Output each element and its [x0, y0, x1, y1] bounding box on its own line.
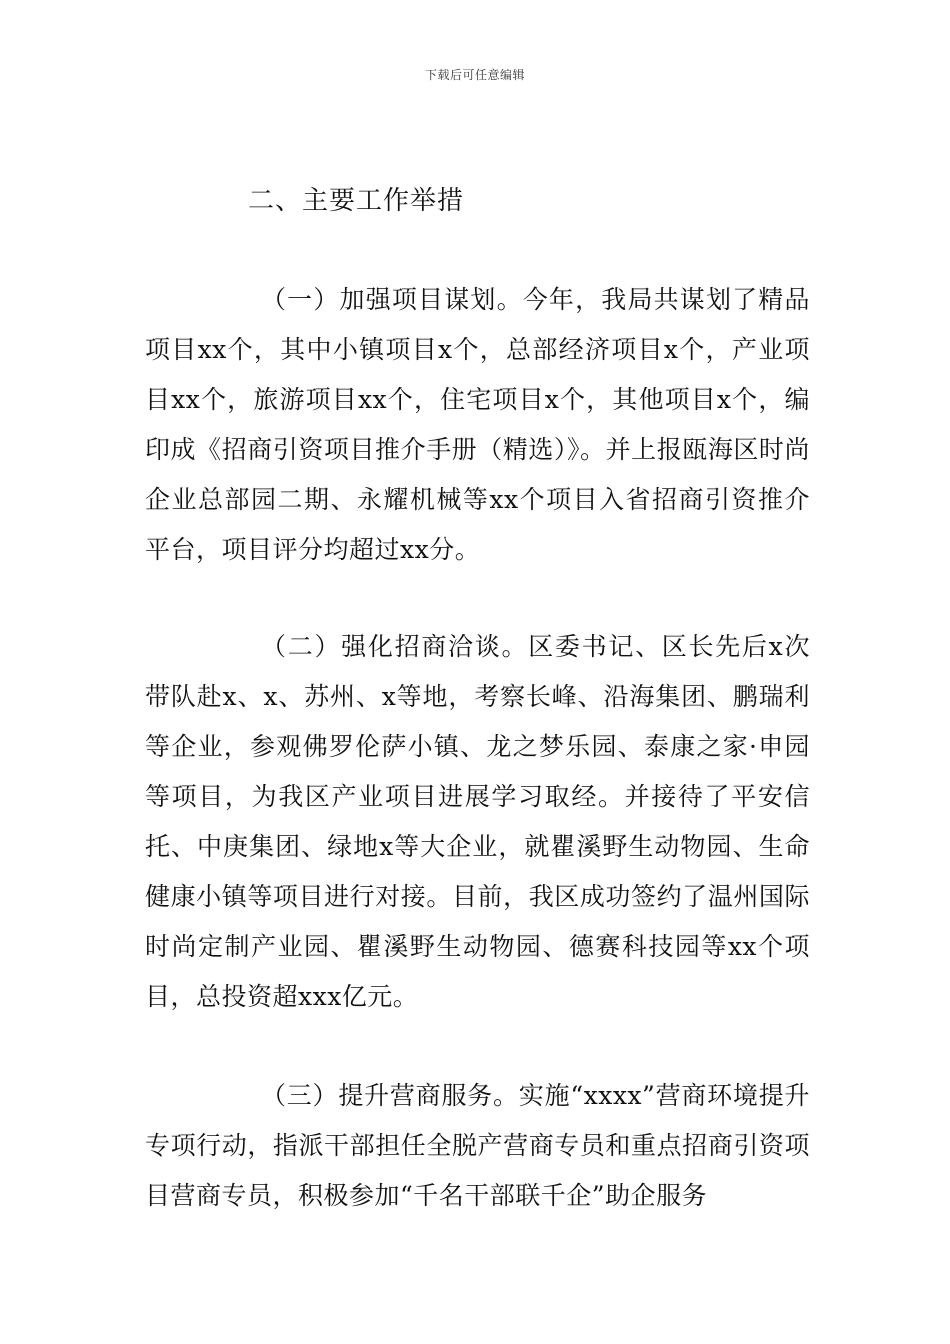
paragraph-project-planning: （一）加强项目谋划。今年，我局共谋划了精品项目xx个，其中小镇项目x个，总部经济项目x个，产业项目xx个，旅游项目xx个，住宅项目x个，其他项目x个，编印成《招商引资项目推介手册（精选）》。并上报瓯海区时尚企业总部园二期、永耀机械等xx个项目入省招商引资推介平台，项目评分均超过xx分。 [145, 285, 810, 564]
paragraph-investment-negotiation: （二）强化招商洽谈。区委书记、区长先后x次带队赴x、x、苏州、x等地，考察长峰、沿海集团、鹏瑞利等企业，参观佛罗伦萨小镇、龙之梦乐园、泰康之家·申园等项目，为我区产业项目进展学习取经。并接待了平安信托、中庚集团、绿地x等大企业，就瞿溪野生动物园、生命健康小镇等项目进行对接。目前，我区成功签约了温州国际时尚定制产业园、瞿溪野生动物园、德赛科技园等xx个项目，总投资超xxx亿元。 [145, 632, 810, 1011]
paragraph-business-service: （三）提升营商服务。实施“xxxx”营商环境提升专项行动，指派干部担任全脱产营商专员和重点招商引资项目营商专员，积极参加“千名干部联千企”助企服务 [145, 1081, 810, 1210]
section-heading: 二、主要工作举措 [248, 186, 465, 216]
header-note: 下载后可任意编辑 [424, 68, 525, 82]
